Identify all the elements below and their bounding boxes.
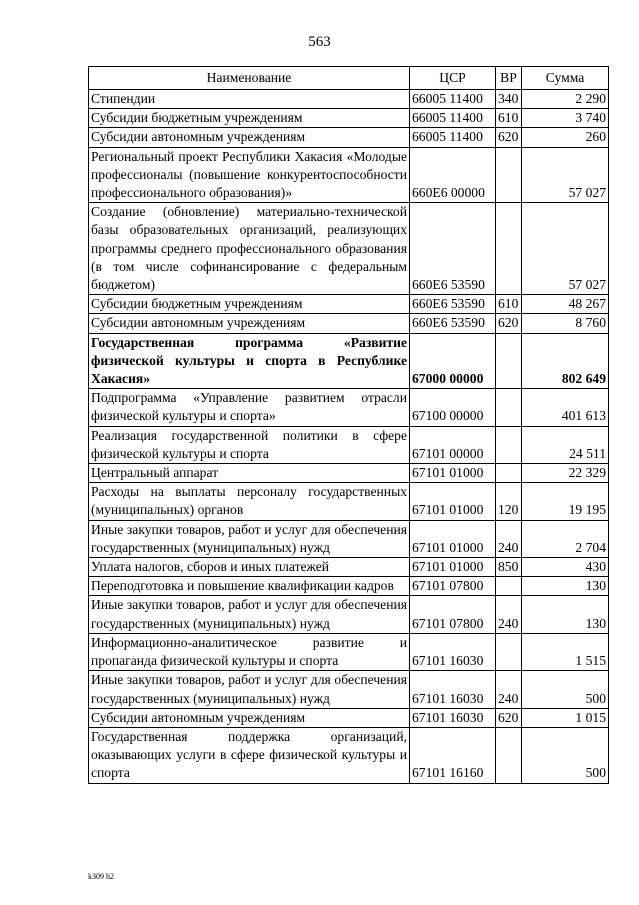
cell-vr: 610 [496, 109, 522, 128]
cell-vr: 610 [496, 295, 522, 314]
header-vr: ВР [496, 67, 522, 90]
table-row [89, 633, 609, 670]
table-row [89, 426, 609, 463]
table-row [89, 203, 609, 295]
table-row [89, 109, 609, 128]
cell-csr: 660E6 53590 [410, 295, 496, 314]
cell-name: Субсидии бюджетным учреждениям [89, 109, 410, 128]
cell-sum: 19 195 [522, 483, 609, 520]
table-row [89, 295, 609, 314]
cell-vr [496, 203, 522, 295]
table-row [89, 389, 609, 426]
budget-table [88, 66, 609, 784]
table-header-row [89, 67, 609, 90]
cell-sum: 1 015 [522, 708, 609, 727]
cell-vr [496, 389, 522, 426]
cell-name: Иные закупки товаров, работ и услуг для обеспечения государственных (муниципальных) нужд [89, 520, 410, 557]
cell-vr [496, 333, 522, 389]
cell-sum: 57 027 [522, 203, 609, 295]
cell-name: Иные закупки товаров, работ и услуг для обеспечения государственных (муниципальных) нужд [89, 671, 410, 708]
footer-code: k309 h2 [88, 872, 114, 881]
cell-sum: 24 511 [522, 426, 609, 463]
cell-csr: 67101 16030 [410, 708, 496, 727]
cell-name: Региональный проект Республики Хакасия «Молодые профессионалы (повышение конкурентоспособности профессионального образования)» [89, 147, 410, 203]
cell-csr: 67101 07800 [410, 596, 496, 633]
cell-sum: 401 613 [522, 389, 609, 426]
cell-vr [496, 577, 522, 596]
cell-vr: 240 [496, 520, 522, 557]
cell-name: Подпрограмма «Управление развитием отрасли физической культуры и спорта» [89, 389, 410, 426]
cell-sum: 500 [522, 727, 609, 783]
header-name: Наименование [89, 67, 410, 90]
cell-csr: 66005 11400 [410, 128, 496, 147]
cell-vr: 340 [496, 90, 522, 109]
cell-sum: 2 290 [522, 90, 609, 109]
cell-name: Субсидии автономным учреждениям [89, 128, 410, 147]
cell-sum: 22 329 [522, 464, 609, 483]
cell-csr: 67101 07800 [410, 577, 496, 596]
cell-name: Уплата налогов, сборов и иных платежей [89, 558, 410, 577]
cell-vr: 240 [496, 671, 522, 708]
cell-sum: 260 [522, 128, 609, 147]
table-row [89, 314, 609, 333]
table-row [89, 596, 609, 633]
cell-vr [496, 633, 522, 670]
cell-name: Центральный аппарат [89, 464, 410, 483]
cell-csr: 67101 16030 [410, 671, 496, 708]
cell-csr: 67101 01000 [410, 520, 496, 557]
cell-vr [496, 147, 522, 203]
table-row [89, 147, 609, 203]
cell-csr: 67101 01000 [410, 558, 496, 577]
table-row [89, 90, 609, 109]
cell-vr: 850 [496, 558, 522, 577]
cell-vr: 240 [496, 596, 522, 633]
cell-sum: 8 760 [522, 314, 609, 333]
cell-vr: 120 [496, 483, 522, 520]
cell-sum: 130 [522, 577, 609, 596]
table-row [89, 464, 609, 483]
table-row [89, 333, 609, 389]
table-row [89, 520, 609, 557]
cell-csr: 66005 11400 [410, 90, 496, 109]
cell-sum: 802 649 [522, 333, 609, 389]
cell-sum: 430 [522, 558, 609, 577]
cell-name: Переподготовка и повышение квалификации кадров [89, 577, 410, 596]
cell-sum: 57 027 [522, 147, 609, 203]
cell-name: Государственная поддержка организаций, оказывающих услуги в сфере физической культуры и спорта [89, 727, 410, 783]
cell-csr: 67101 00000 [410, 426, 496, 463]
table-row [89, 727, 609, 783]
cell-name: Государственная программа «Развитие физической культуры и спорта в Республике Хакасия» [89, 333, 410, 389]
cell-csr: 660E6 53590 [410, 314, 496, 333]
cell-csr: 660E6 00000 [410, 147, 496, 203]
cell-name: Реализация государственной политики в сфере физической культуры и спорта [89, 426, 410, 463]
cell-sum: 500 [522, 671, 609, 708]
cell-csr: 67100 00000 [410, 389, 496, 426]
header-csr: ЦСР [410, 67, 496, 90]
cell-name: Создание (обновление) материально-технической базы образовательных организаций, реализующих программы среднего профессионального образования (в том числе софинансирование с федеральным бюджетом) [89, 203, 410, 295]
table-row [89, 483, 609, 520]
cell-csr: 67000 00000 [410, 333, 496, 389]
cell-vr: 620 [496, 314, 522, 333]
header-sum: Сумма [522, 67, 609, 90]
cell-vr [496, 426, 522, 463]
table-row [89, 671, 609, 708]
cell-csr: 67101 01000 [410, 464, 496, 483]
cell-sum: 48 267 [522, 295, 609, 314]
cell-vr: 620 [496, 708, 522, 727]
cell-name: Информационно-аналитическое развитие и пропаганда физической культуры и спорта [89, 633, 410, 670]
cell-sum: 2 704 [522, 520, 609, 557]
cell-sum: 3 740 [522, 109, 609, 128]
cell-name: Субсидии бюджетным учреждениям [89, 295, 410, 314]
cell-csr: 67101 01000 [410, 483, 496, 520]
cell-csr: 660E6 53590 [410, 203, 496, 295]
cell-vr [496, 464, 522, 483]
cell-sum: 1 515 [522, 633, 609, 670]
table-row [89, 128, 609, 147]
cell-name: Расходы на выплаты персоналу государственных (муниципальных) органов [89, 483, 410, 520]
page-number: 563 [308, 34, 331, 50]
cell-csr: 67101 16030 [410, 633, 496, 670]
cell-vr: 620 [496, 128, 522, 147]
cell-name: Иные закупки товаров, работ и услуг для обеспечения государственных (муниципальных) нужд [89, 596, 410, 633]
cell-csr: 66005 11400 [410, 109, 496, 128]
table-row [89, 708, 609, 727]
cell-csr: 67101 16160 [410, 727, 496, 783]
cell-name: Субсидии автономным учреждениям [89, 314, 410, 333]
table-row [89, 577, 609, 596]
cell-name: Субсидии автономным учреждениям [89, 708, 410, 727]
cell-vr [496, 727, 522, 783]
cell-sum: 130 [522, 596, 609, 633]
table-row [89, 558, 609, 577]
cell-name: Стипендии [89, 90, 410, 109]
